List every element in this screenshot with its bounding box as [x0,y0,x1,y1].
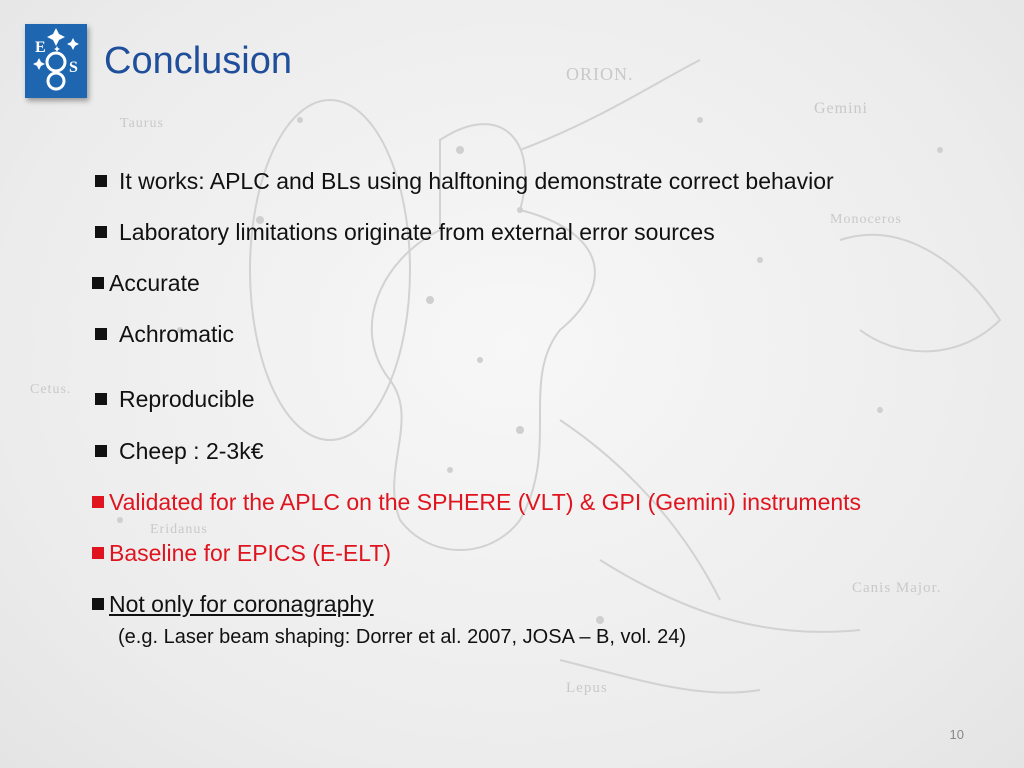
bg-label-lepus: Lepus [566,680,608,696]
bg-label-cetus: Cetus. [30,382,72,397]
bullet-square-icon [95,393,107,405]
bullet-accurate [92,272,200,295]
bullet-text: It works: APLC and BLs using halftoning demonstrate correct behavior [119,168,834,194]
bullet-text: Baseline for EPICS (E-ELT) [109,540,392,566]
bullet-square-icon [95,328,107,340]
slide-title: Conclusion [104,40,292,82]
bullet-square-icon [95,175,107,187]
bg-label-canis-major: Canis Major. [852,580,942,596]
bullet-reproducible [92,388,255,411]
bullet-not-only-coronagraphy [92,593,374,616]
bullet-text: Achromatic [119,321,235,347]
bullet-text: Accurate [109,270,200,296]
bullet-it-works [92,170,834,193]
bullet-text: Laboratory limitations originate from external error sources [119,219,715,245]
svg-text:S: S [69,59,78,76]
bullet-cheep [92,440,263,463]
bullet-square-icon [95,445,107,457]
bullet-achromatic [92,323,234,346]
bullet-square-icon [92,547,104,559]
bullet-text: Cheep : 2-3k€ [119,438,264,464]
bg-label-gemini: Gemini [814,100,868,117]
svg-text:E: E [35,39,46,56]
bullet-text: Reproducible [119,386,255,412]
eso-logo [25,24,87,98]
page-number: 10 [949,727,964,742]
bullet-lab-limitations [92,221,715,244]
bullet-square-icon [92,277,104,289]
bullet-square-icon [92,598,104,610]
bullet-square-icon [95,226,107,238]
reference-note: (e.g. Laser beam shaping: Dorrer et al. 2007, JOSA – B, vol. 24) [118,626,687,648]
bg-label-eridanus: Eridanus [150,522,208,537]
bullet-square-icon [92,496,104,508]
bullet-baseline-epics [92,542,391,565]
bullet-validated [92,491,861,514]
bullet-text: Not only for coronagraphy [109,591,374,617]
bg-label-taurus: Taurus [120,116,164,131]
bullet-text: Validated for the APLC on the SPHERE (VLT) & GPI (Gemini) instruments [109,489,862,515]
bg-label-monoceros: Monoceros [830,212,902,227]
bg-label-orion: ORION. [566,64,634,84]
